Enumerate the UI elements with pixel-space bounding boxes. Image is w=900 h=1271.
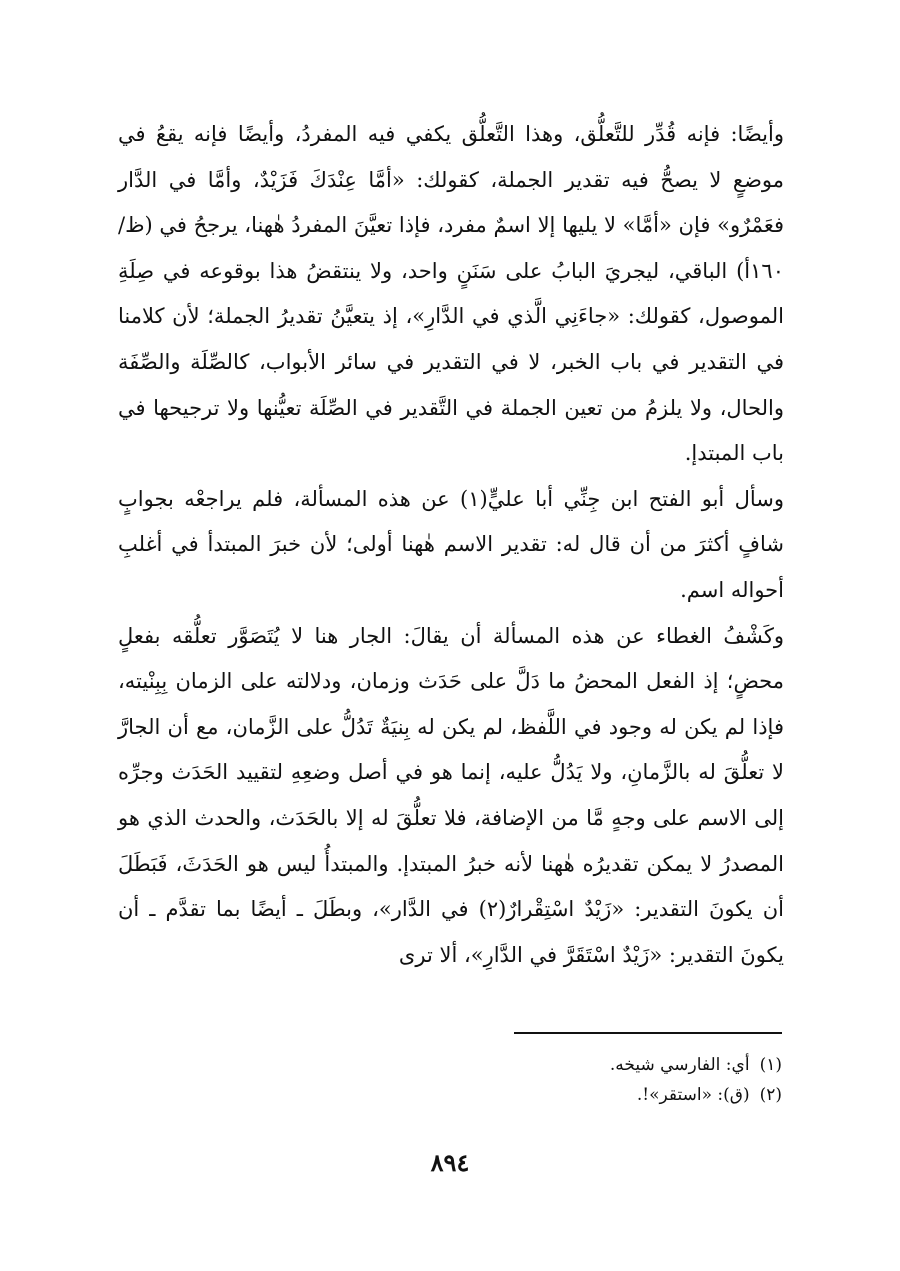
paragraph-3: وكَشْفُ الغطاء عن هذه المسألة أن يقالَ: الجار هنا لا يُتَصَوَّر تعلُّقه بفعلٍ محضٍ؛ إذ الفعل المحضُ ما دَلَّ على حَدَث وزمان، ودلالته على الزمان بِبِنْيته، فإذا لم يكن له وجود في اللَّفظ، لم يكن له بِنيَةٌ تَدُلُّ على الزَّمان، مع أن الجارَّ لا تعلُّقَ له بالزَّمانِ، ولا يَدُلُّ عليه، إنما هو في أصل وضعِهِ لتقييد الحَدَث وجرِّه إلى الاسم على وجهٍ مَّا من الإضافة، فلا تعلُّقَ له إلا بالحَدَث، والحدث الذي هو المصدرُ لا يمكن تقديرُه هٰهنا لأنه خبرُ المبتدإ. والمبتدأُ ليس هو الحَدَثَ، فَبَطَلَ أن يكونَ التقدير: «زَيْدٌ اسْتِقْرارٌ(٢) في الدَّار»، وبطَلَ ـ أيضًا بما تقدَّم ـ أن يكونَ التقدير: «زَيْدٌ اسْتَقَرَّ في الدَّارِ»، ألا ترى [118, 623, 784, 967]
footnote-2-number: (٢) [759, 1085, 782, 1105]
footnote-1-text: أي: الفارسي شيخه. [609, 1055, 750, 1075]
page-number: ٨٩٤ [430, 1148, 470, 1177]
footnotes [300, 1050, 782, 1110]
footnote-separator [514, 1032, 782, 1034]
paragraph-1: وأيضًا: فإنه قُدِّر للتَّعلُّق، وهذا التَّعلُّق يكفي فيه المفردُ، وأيضًا فإنه يقعُ في موضعٍ لا يصحُّ فيه تقدير الجملة، كقولك: «أمَّا عِنْدَكَ فَزَيْدٌ، وأمَّا في الدَّار فعَمْرٌو» فإن «أمَّا» لا يليها إلا اسمٌ مفرد، فإذا تعيَّنَ المفردُ هٰهنا، يرجحُ في (ظ/١٦٠أ) الباقي، ليجريَ البابُ على سَنَنٍ واحد، ولا ينتقضُ هذا بوقوعه في صِلَةِ الموصول، كقولك: «جاءَنِي الَّذي في الدَّارِ»، إذ يتعيَّنُ تقديرُ الجملة؛ لأن كلامنا في التقدير في باب الخبر، لا في التقدير في سائر الأبواب، كالصِّلَة والصِّفَة والحال، ولا يلزمُ من تعين الجملة في التَّقدير في الصِّلَة تعيُّنها ولا ترجيحها في باب المبتدإ. [118, 122, 784, 466]
main-text-block [118, 112, 784, 978]
footnote-2-text: (ق): «استقر»!. [636, 1085, 750, 1105]
footnote-1 [300, 1050, 782, 1080]
footnote-1-number: (١) [759, 1055, 782, 1075]
footnote-2 [300, 1080, 782, 1110]
paragraph-2: وسأل أبو الفتح ابن جِنِّي أبا عليٍّ(١) عن هذه المسألة، فلم يراجعْه بجوابٍ شافٍ أكثرَ من أن قال له: تقدير الاسم هٰهنا أولى؛ لأن خبرَ المبتدأ في أغلبِ أحواله اسم. [118, 486, 785, 602]
